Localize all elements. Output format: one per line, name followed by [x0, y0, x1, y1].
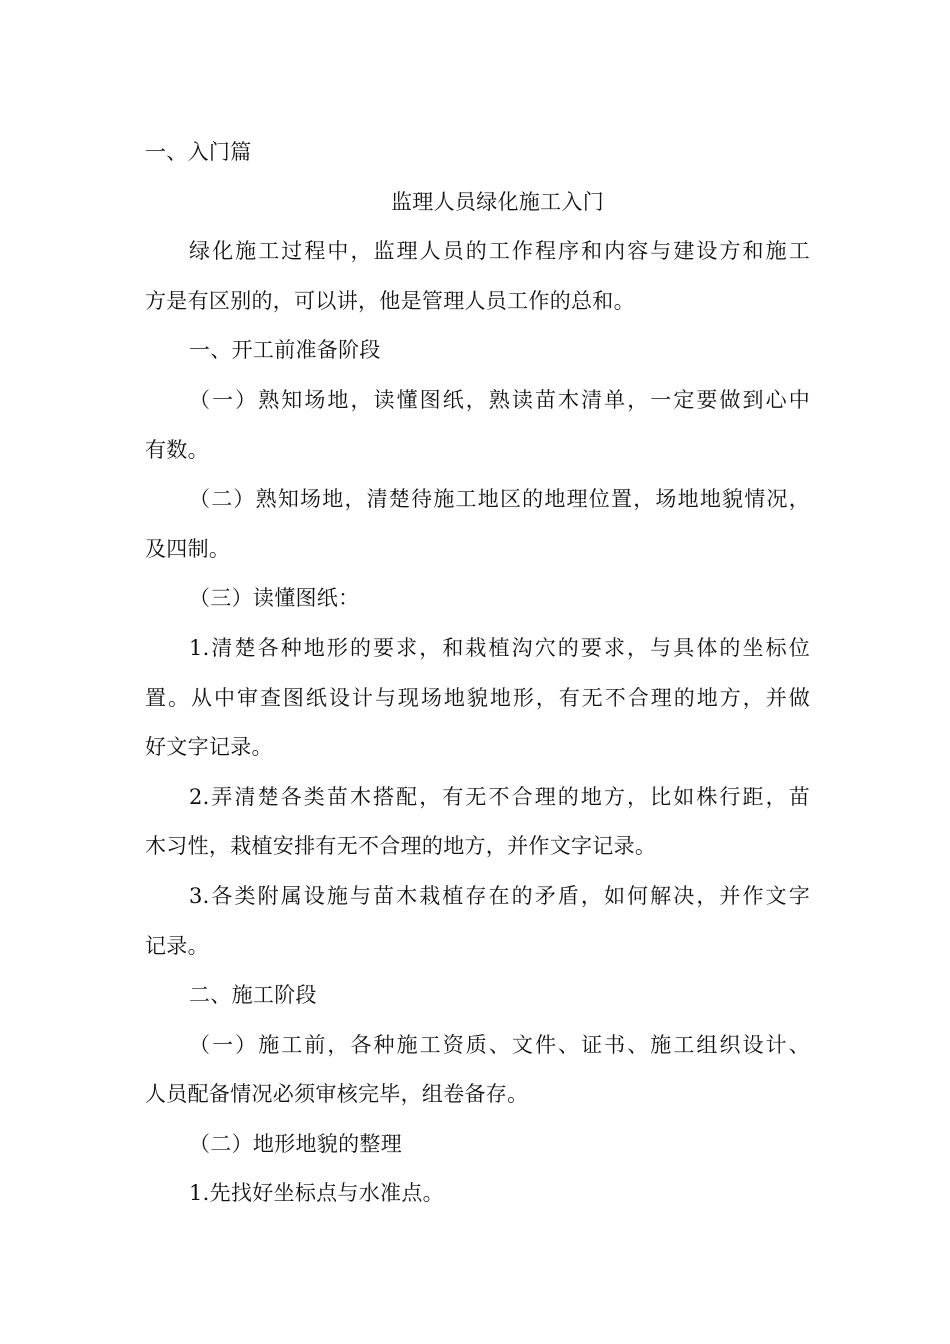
list-item-line: 好文字记录。 — [145, 735, 273, 760]
paragraph-line: 人员配备情况必须审核完毕，组卷备存。 — [145, 1082, 529, 1107]
document-title: 监理人员绿化施工入门 — [391, 189, 604, 214]
subsection-heading: 二、施工阶段 — [189, 983, 317, 1008]
paragraph-line: （一）施工前，各种施工资质、文件、证书、施工组织设计、 — [189, 1032, 810, 1057]
section-heading: 一、入门篇 — [145, 140, 252, 164]
paragraph-line: 绿化施工过程中，监理人员的工作程序和内容与建设方和施工 — [189, 239, 810, 264]
paragraph-line: 有数。 — [145, 437, 209, 462]
paragraph-line: （三）读懂图纸： — [189, 586, 360, 611]
list-item-line: 1.先找好坐标点与水准点。 — [189, 1181, 444, 1206]
paragraph-line: （一）熟知场地，读懂图纸，熟读苗木清单，一定要做到心中 — [189, 387, 810, 412]
paragraph-line: 方是有区别的，可以讲，他是管理人员工作的总和。 — [145, 288, 635, 313]
paragraph-line: 及四制。 — [145, 536, 231, 561]
list-item-line: 3.各类附属设施与苗木栽植存在的矛盾，如何解决，并作文字 — [189, 883, 810, 908]
paragraph-line: （二）地形地貌的整理 — [189, 1131, 402, 1156]
list-item-line: 记录。 — [145, 933, 209, 958]
subsection-heading: 一、开工前准备阶段 — [189, 338, 381, 363]
list-item-line: 2.弄清楚各类苗木搭配，有无不合理的地方，比如株行距，苗 — [189, 784, 810, 809]
list-item-line: 木习性，栽植安排有无不合理的地方，并作文字记录。 — [145, 834, 657, 859]
list-item-line: 1.清楚各种地形的要求，和栽植沟穴的要求，与具体的坐标位 — [189, 635, 810, 660]
list-item-line: 置。从中审查图纸设计与现场地貌地形，有无不合理的地方，并做 — [145, 685, 810, 710]
document-body — [145, 128, 810, 1219]
paragraph-line: （二）熟知场地，清楚待施工地区的地理位置，场地地貌情况， — [189, 487, 810, 512]
